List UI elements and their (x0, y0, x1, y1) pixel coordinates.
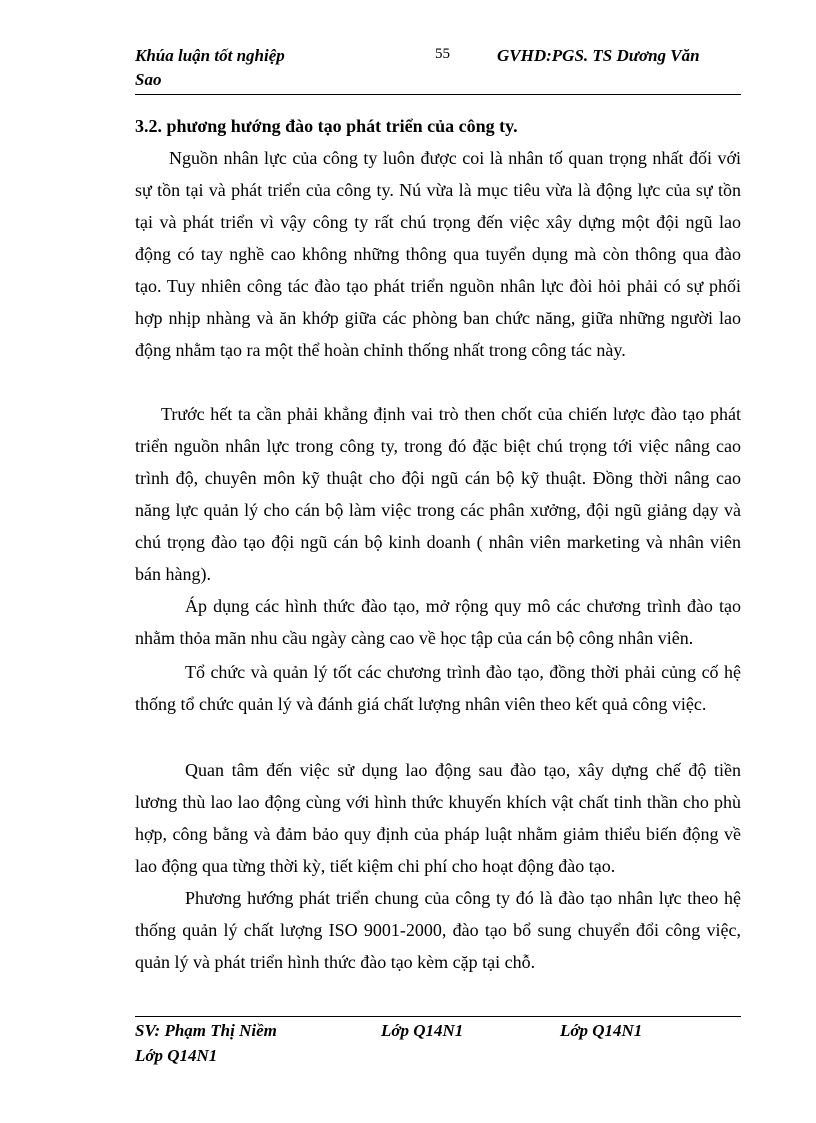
section-title: 3.2. phương hướng đào tạo phát triển của công ty. (135, 116, 518, 136)
header-rule (135, 94, 741, 95)
paragraph-4-text: Tổ chức và quản lý tốt các chương trình đào tạo, đồng thời phải củng cố hệ thống tổ chức quản lý và đánh giá chất lượng nhân viên theo kết quả công việc. (135, 662, 741, 714)
footer-rule (135, 1016, 741, 1017)
header-left-line2: Sao (135, 70, 162, 89)
paragraph-4 (135, 656, 741, 720)
footer-student: SV: Phạm Thị Niềm (135, 1021, 277, 1040)
paragraph-6-text: Phương hướng phát triển chung của công ty đó là đào tạo nhân lực theo hệ thống quản lý chất lượng ISO 9001-2000, đào tạo bổ sung chuyển đổi công việc, quản lý và phát triển hình thức đào tạo kèm cặp tại chỗ. (135, 888, 741, 972)
header-left: Khúa luận tốt nghiệp (135, 46, 285, 65)
paragraph-5-text: Quan tâm đến việc sử dụng lao động sau đào tạo, xây dựng chế độ tiền lương thù lao lao động cùng với hình thức khuyến khích vật chất tinh thần cho phù hợp, công bằng và đảm bảo quy định của pháp luật nhằm giảm thiểu biến động về lao động qua từng thời kỳ, tiết kiệm chi phí cho hoạt động đào tạo. (135, 760, 741, 876)
paragraph-1-text: Nguồn nhân lực của công ty luôn được coi là nhân tố quan trọng nhất đối với sự tồn tại và phát triển của công ty. Nú vừa là mục tiêu vừa là động lực của sự tồn tại và phát triển vì vậy công ty rất chú trọng đến việc xây dựng một đội ngũ lao động có tay nghề cao không những thông qua tuyển dụng mà còn thông qua đào tạo. Tuy nhiên công tác đào tạo phát triển nguồn nhân lực đòi hỏi phải có sự phối hợp nhịp nhàng và ăn khớp giữa các phòng ban chức năng, giữa những người lao động nhằm tạo ra một thể hoàn chỉnh thống nhất trong công tác này. (135, 148, 741, 360)
paragraph-3-text: Áp dụng các hình thức đào tạo, mở rộng quy mô các chương trình đào tạo nhằm thỏa mãn nhu cầu ngày càng cao về học tập của cán bộ công nhân viên. (135, 596, 741, 648)
paragraph-1 (135, 142, 741, 366)
footer-class-2: Lớp Q14N1 (560, 1021, 643, 1040)
paragraph-2 (135, 398, 741, 590)
footer-class-1: Lớp Q14N1 (381, 1021, 464, 1040)
footer-class-line2: Lớp Q14N1 (135, 1046, 218, 1065)
page-number: 55 (435, 46, 450, 62)
paragraph-3 (135, 590, 741, 654)
paragraph-2-text: Trước hết ta cần phải khẳng định vai trò then chốt của chiến lược đào tạo phát triển nguồn nhân lực trong công ty, trong đó đặc biệt chú trọng tới việc nâng cao trình độ, chuyên môn kỹ thuật cho đội ngũ cán bộ kỹ thuật. Đồng thời nâng cao năng lực quản lý cho cán bộ làm việc trong các phân xưởng, đội ngũ giảng dạy và chú trọng đào tạo đội ngũ cán bộ kinh doanh ( nhân viên marketing và nhân viên bán hàng). (135, 404, 741, 584)
paragraph-5 (135, 754, 741, 882)
header-right: GVHD:PGS. TS Dương Văn (497, 46, 700, 65)
paragraph-6 (135, 882, 741, 978)
